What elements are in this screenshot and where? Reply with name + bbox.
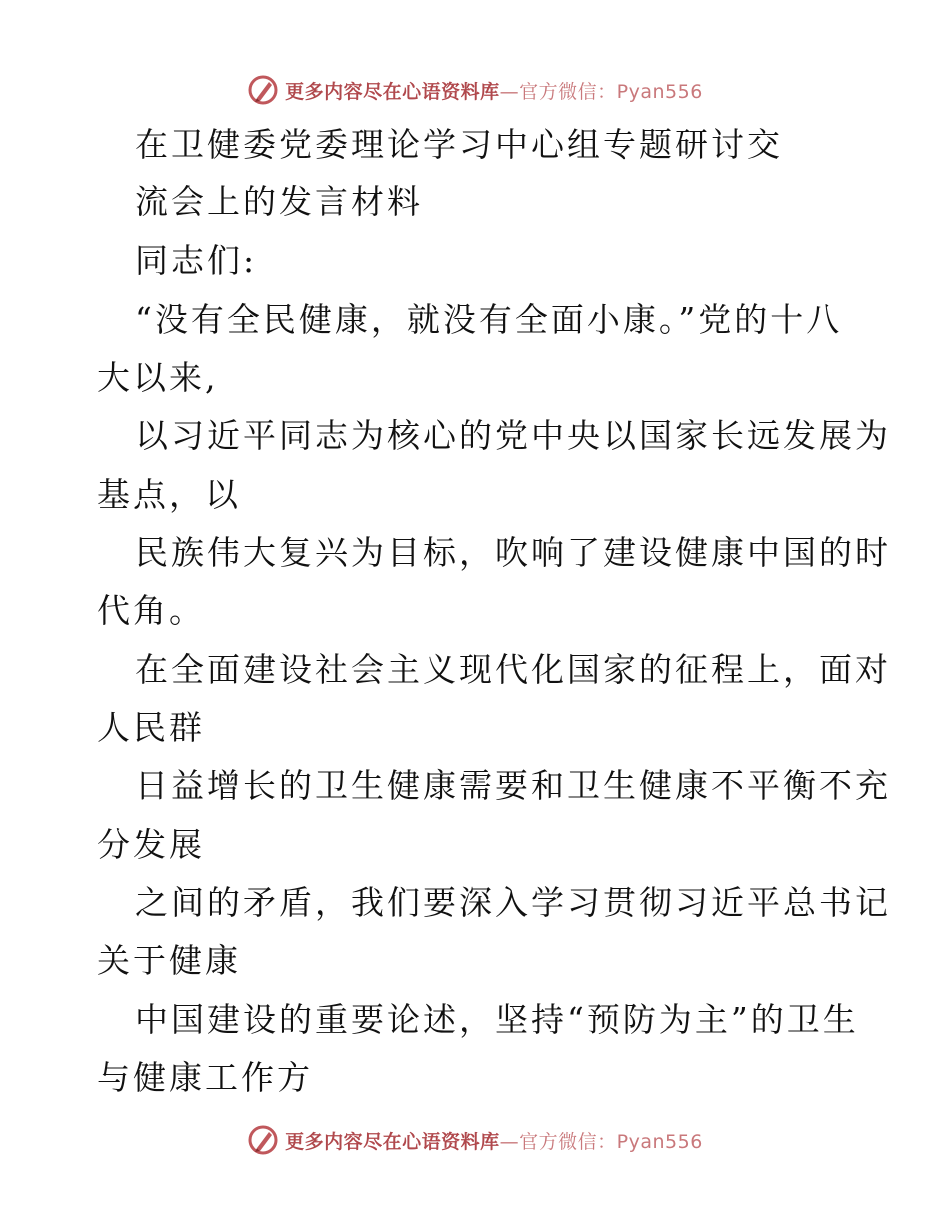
paragraph-line: 分发展 (97, 825, 205, 864)
document-title-line: 流会上的发言材料 (135, 182, 423, 221)
paragraph-line: 在全面建设社会主义现代化国家的征程上，面对 (135, 650, 891, 689)
pen-logo-icon (247, 74, 279, 106)
paragraph-line: 关于健康 (97, 941, 241, 980)
paragraph-line: 基点，以 (97, 475, 241, 514)
paragraph-line: 同志们: (135, 241, 258, 280)
banner-wechat: 官方微信：Pyan556 (519, 80, 703, 103)
banner-text (285, 1127, 703, 1154)
paragraph-line: 大以来, (97, 358, 219, 397)
banner-separator: — (499, 80, 520, 103)
paragraph-line: 以习近平同志为核心的党中央以国家长远发展为 (135, 416, 891, 455)
paragraph-line: 之间的矛盾，我们要深入学习贯彻习近平总书记 (135, 883, 891, 922)
paragraph-line: 人民群 (97, 708, 205, 747)
pen-logo-icon (247, 1124, 279, 1156)
banner-wechat: 官方微信：Pyan556 (519, 1130, 703, 1153)
header-banner (0, 72, 950, 108)
document-title-line: 在卫健委党委理论学习中心组专题研讨交 (135, 125, 783, 164)
banner-text (285, 77, 703, 104)
paragraph-line: “没有全民健康，就没有全面小康。”党的十八 (135, 300, 843, 339)
banner-brand: 更多内容尽在心语资料库 (285, 80, 500, 103)
banner-separator: — (499, 1130, 520, 1153)
footer-banner (0, 1122, 950, 1158)
paragraph-line: 与健康工作方 (97, 1058, 313, 1097)
paragraph-line: 代角。 (97, 591, 205, 630)
banner-brand: 更多内容尽在心语资料库 (285, 1130, 500, 1153)
paragraph-line: 民族伟大复兴为目标，吹响了建设健康中国的时 (135, 533, 891, 572)
paragraph-line: 日益增长的卫生健康需要和卫生健康不平衡不充 (135, 766, 891, 805)
paragraph-line: 中国建设的重要论述，坚持“预防为主”的卫生 (135, 1000, 859, 1039)
